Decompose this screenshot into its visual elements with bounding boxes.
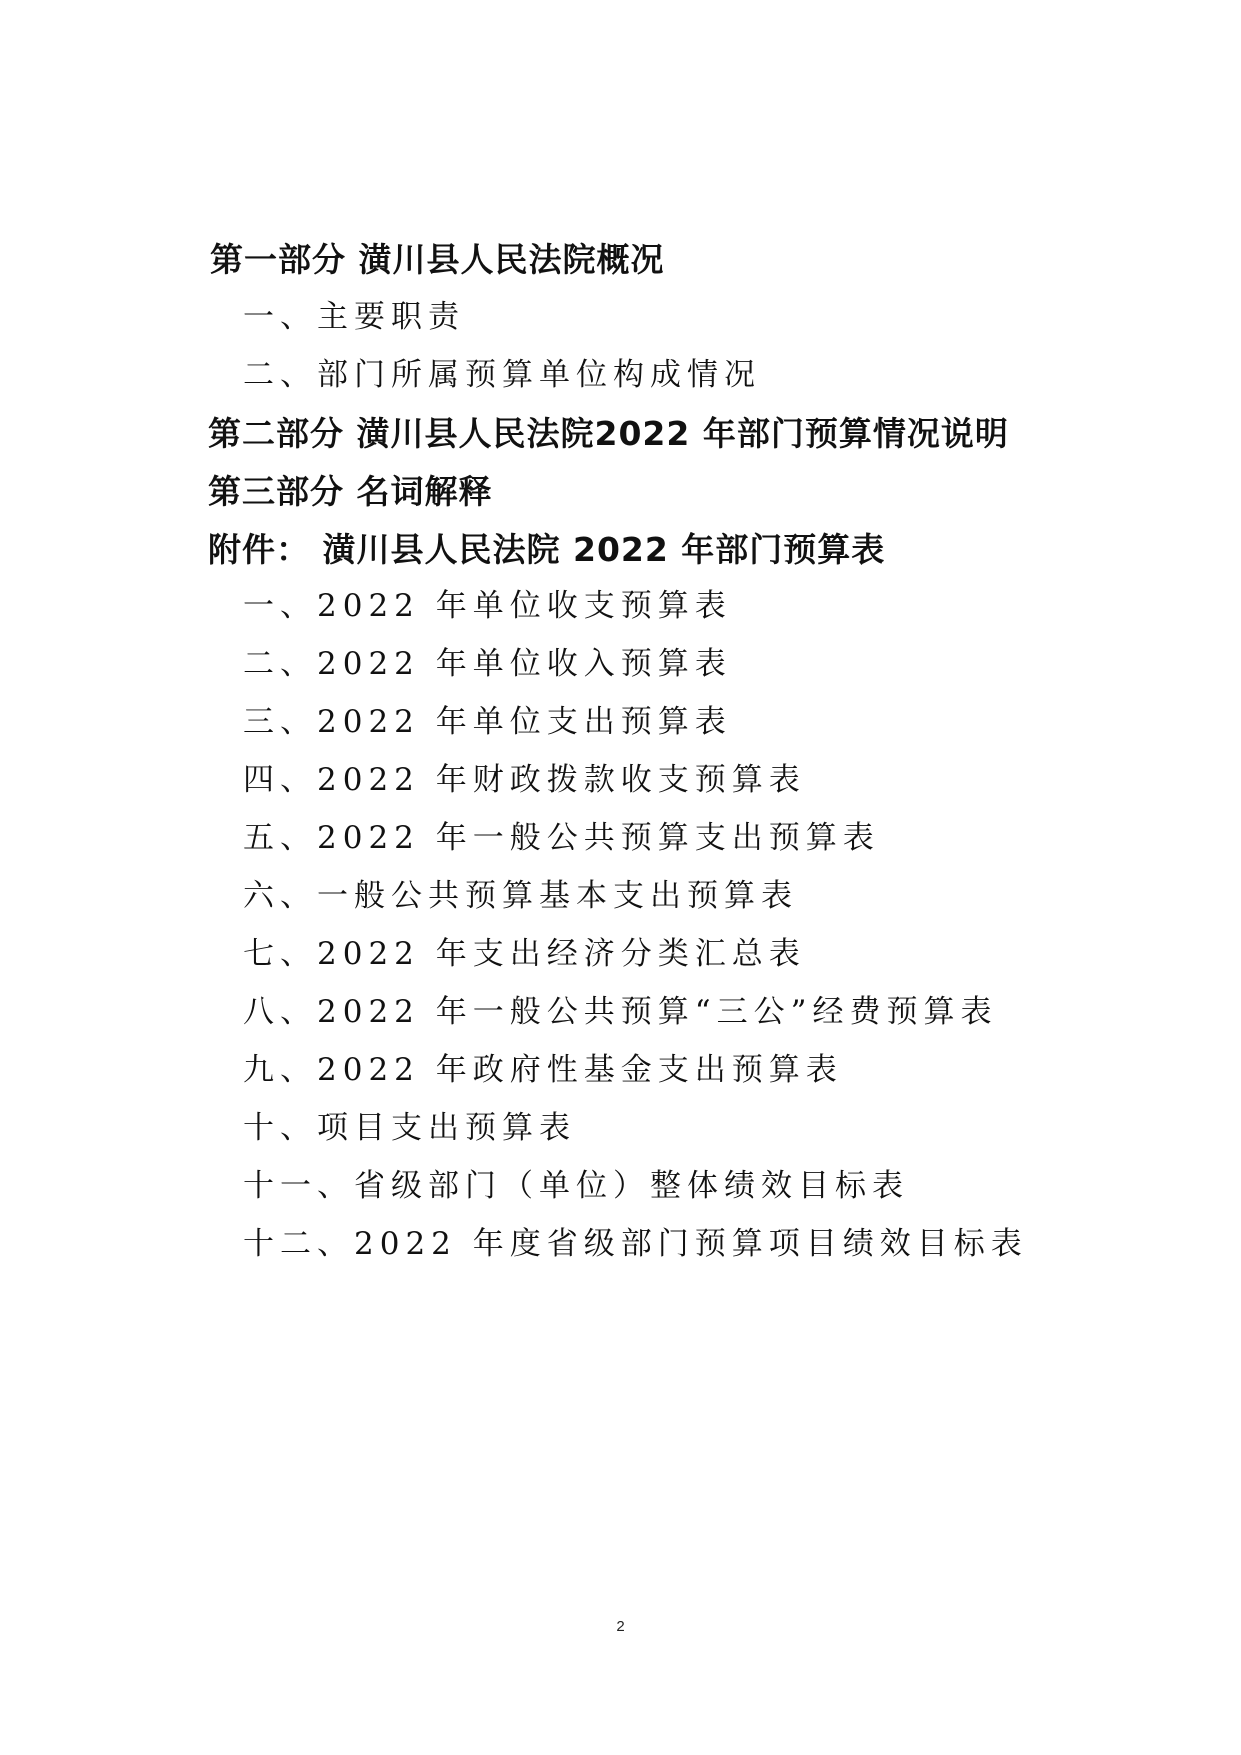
attachment-item-8: 八、2022 年一般公共预算“三公”经费预算表 <box>243 994 998 1030</box>
attachment-item-3: 三、2022 年单位支出预算表 <box>243 704 732 740</box>
attachment-item-11: 十一、省级部门（单位）整体绩效目标表 <box>243 1168 909 1204</box>
attachment-item-7: 七、2022 年支出经济分类汇总表 <box>243 936 806 972</box>
part3-heading: 第三部分 名词解释 <box>208 472 493 511</box>
attachment-item-12: 十二、2022 年度省级部门预算项目绩效目标表 <box>243 1226 1028 1262</box>
attachment-item-9: 九、2022 年政府性基金支出预算表 <box>243 1052 843 1088</box>
attachment-item-4: 四、2022 年财政拨款收支预算表 <box>243 762 806 798</box>
part1-item-1: 一、主要职责 <box>243 299 465 335</box>
part1-item-2: 二、部门所属预算单位构成情况 <box>243 357 761 393</box>
attachment-item-6: 六、一般公共预算基本支出预算表 <box>243 878 798 914</box>
attachment-item-1: 一、2022 年单位收支预算表 <box>243 588 732 624</box>
attachment-item-5: 五、2022 年一般公共预算支出预算表 <box>243 820 880 856</box>
part1-heading: 第一部分 潢川县人民法院概况 <box>210 240 665 279</box>
attachment-item-10: 十、项目支出预算表 <box>243 1110 576 1146</box>
attachment-item-2: 二、2022 年单位收入预算表 <box>243 646 732 682</box>
page-number: 2 <box>616 1618 625 1635</box>
part2-heading: 第二部分 潢川县人民法院2022 年部门预算情况说明 <box>208 414 1009 453</box>
attachment-heading: 附件： 潢川县人民法院 2022 年部门预算表 <box>208 530 886 569</box>
